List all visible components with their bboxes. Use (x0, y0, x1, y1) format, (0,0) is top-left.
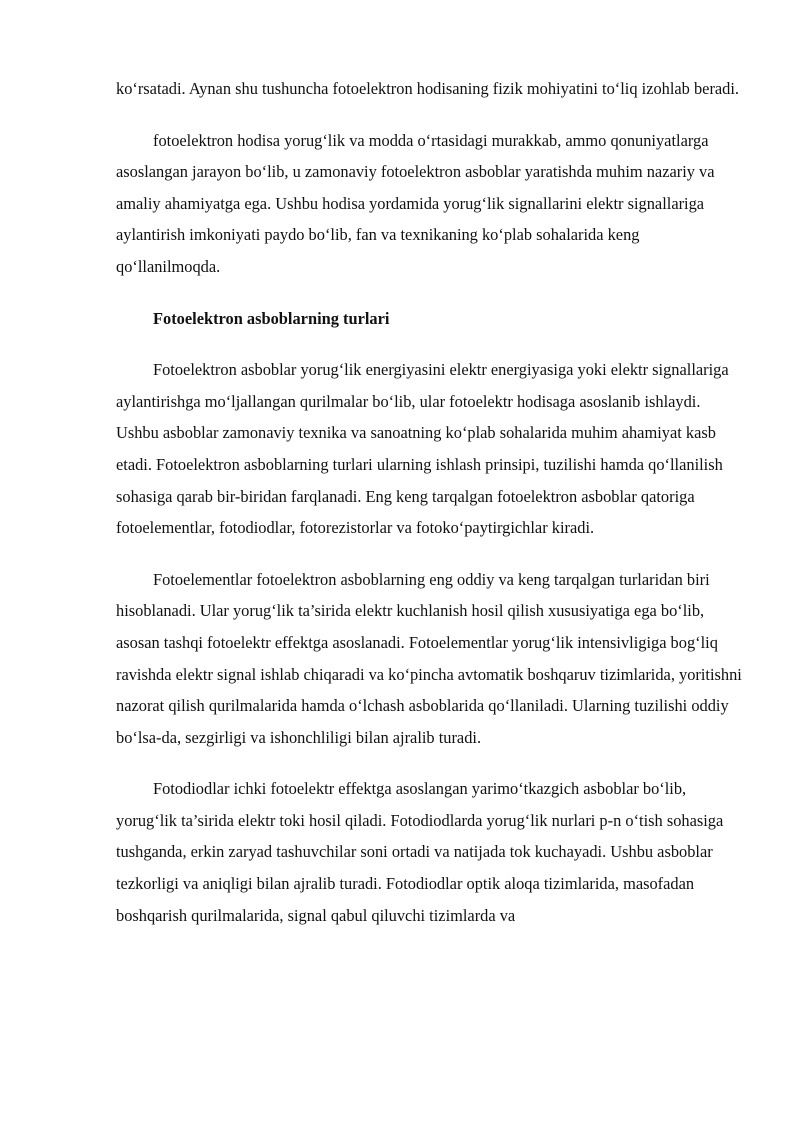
section-heading: Fotoelektron asboblarning turlari (153, 308, 390, 328)
paragraph-fotodiodlar: Fotodiodlar ichki fotoelektr effektga asoslangan yarimo‘tkazgich asboblar bo‘lib, yorug‘lik ta’sirida elektr toki hosil qiladi. Fotodiodlarda yorug‘lik nurlari p-n o‘tish sohasiga tushganda, erkin zaryad tashuvchilar soni ortadi va natijada tok kuchayadi. Ushbu asboblar tezkorligi va aniqligi bilan ajralib turadi. Fotodiodlar optik aloqa tizimlarida, masofadan boshqarish qurilmalarida, signal qabul qiluvchi tizimlarda va (116, 779, 724, 925)
paragraph-continuation: ko‘rsatadi. Aynan shu tushuncha fotoelektron hodisaning fizik mohiyatini to‘liq izohlab beradi. (116, 79, 740, 98)
paragraph-intro: Fotoelektron asboblar yorug‘lik energiyasini elektr energiyasiga yoki elektr signallariga aylantirishga mo‘ljallangan qurilmalar bo‘lib, ular fotoelektr hodisaga asoslanib ishlaydi. Ushbu asboblar zamonaviy texnika va sanoatning ko‘plab sohalarida muhim ahamiyat kasb etadi. Fotoelektron asboblarning turlari ularning ishlash prinsipi, tuzilishi hamda qo‘llanilish sohasiga qarab bir-biridan farqlanadi. Eng keng tarqalgan fotoelektron asboblar qatoriga fotoelementlar, fotodiodlar, fotorezistorlar va fotoko‘paytirgichlar kiradi. (116, 360, 729, 538)
paragraph-fotoelementlar: Fotoelementlar fotoelektron asboblarning eng oddiy va keng tarqalgan turlaridan biri hisoblanadi. Ular yorug‘lik ta’sirida elektr kuchlanish hosil qilish xususiyatiga ega bo‘lib, asosan tashqi fotoelektr effektga asoslanadi. Fotoelementlar yorug‘lik intensivligiga bog‘liq ravishda elektr signal ishlab chiqaradi va ko‘pincha avtomatik boshqaruv tizimlarida, yoritishni nazorat qilish qurilmalarida hamda o‘lchash asboblarida qo‘llaniladi. Ularning tuzilishi oddiy bo‘lsa-da, sezgirligi va ishonchliligi bilan ajralib turadi. (116, 569, 742, 747)
document-body (116, 73, 746, 931)
paragraph-summary: fotoelektron hodisa yorug‘lik va modda o‘rtasidagi murakkab, ammo qonuniyatlarga asoslangan jarayon bo‘lib, u zamonaviy fotoelektron asboblar yaratishda muhim nazariy va amaliy ahamiyatga ega. Ushbu hodisa yordamida yorug‘lik signallarini elektr signallariga aylantirish imkoniyati paydo bo‘lib, fan va texnikaning ko‘plab sohalarida keng qo‘llanilmoqda. (116, 130, 715, 276)
